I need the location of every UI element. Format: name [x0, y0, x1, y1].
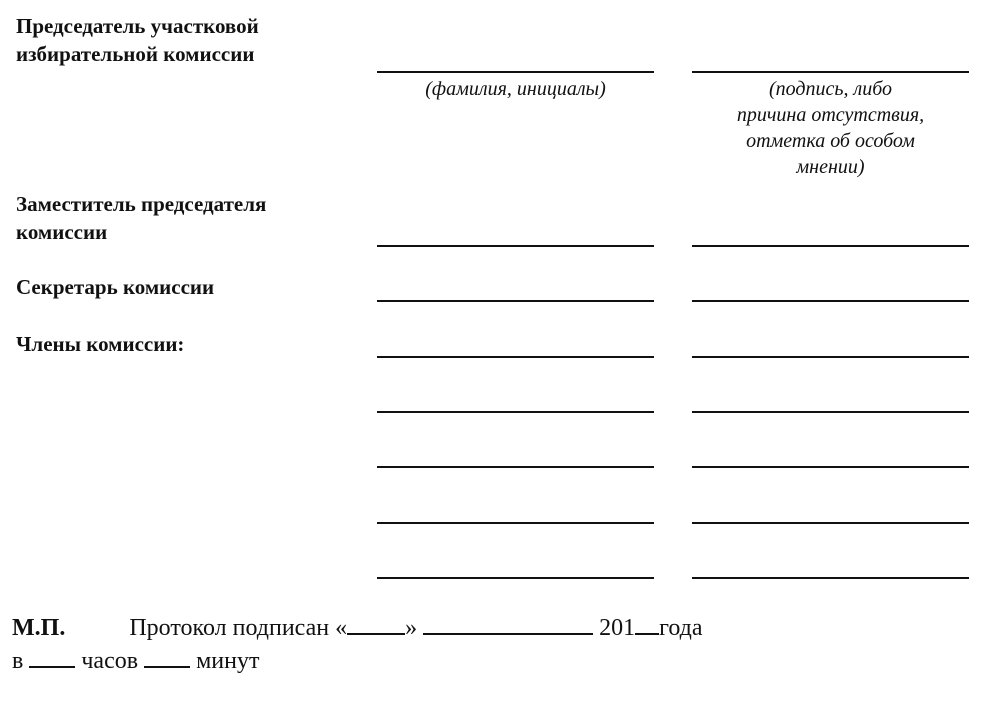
signature-caption-line3: отметка об особом — [746, 130, 915, 152]
year-blank[interactable] — [635, 613, 659, 635]
hours-label: часов — [81, 648, 139, 674]
member-name-line[interactable] — [377, 356, 654, 358]
month-blank[interactable] — [423, 613, 593, 635]
day-blank[interactable] — [347, 613, 405, 635]
signed-text: Протокол подписан — [129, 615, 330, 641]
name-caption: (фамилия, инициалы) — [425, 78, 606, 100]
member-name-line[interactable] — [377, 522, 654, 524]
member-signature-line[interactable] — [692, 522, 969, 524]
year-prefix: 201 — [599, 615, 636, 641]
footer-signed-row — [12, 613, 703, 643]
year-suffix: года — [659, 615, 703, 641]
signature-caption-line1: (подпись, либо — [768, 78, 892, 100]
members-label: Члены комиссии: — [16, 332, 185, 356]
member-name-line[interactable] — [377, 577, 654, 579]
chairman-label-line2: избирательной комиссии — [16, 42, 255, 66]
deputy-signature-line[interactable] — [692, 245, 969, 247]
signature-caption-line4: мнении) — [796, 156, 865, 178]
chairman-signature-line[interactable] — [692, 71, 969, 73]
chairman-label-line1: Председатель участковой — [16, 14, 259, 38]
hours-blank[interactable] — [29, 646, 75, 668]
minutes-blank[interactable] — [144, 646, 190, 668]
chairman-name-line[interactable] — [377, 71, 654, 73]
deputy-label — [16, 190, 266, 246]
signature-caption-line2: причина отсутствия, — [736, 104, 925, 126]
secretary-name-line[interactable] — [377, 300, 654, 302]
member-name-line[interactable] — [377, 466, 654, 468]
signature-caption — [692, 76, 969, 180]
footer-time-row — [12, 646, 259, 676]
chairman-label — [16, 12, 259, 68]
close-quote: » — [405, 615, 418, 641]
deputy-label-line1: Заместитель председателя — [16, 192, 267, 216]
deputy-label-line2: комиссии — [16, 220, 108, 244]
deputy-name-line[interactable] — [377, 245, 654, 247]
secretary-label: Секретарь комиссии — [16, 275, 215, 299]
member-signature-line[interactable] — [692, 411, 969, 413]
member-signature-line[interactable] — [692, 356, 969, 358]
stamp-label: М.П. — [12, 615, 66, 641]
member-signature-line[interactable] — [692, 577, 969, 579]
member-name-line[interactable] — [377, 411, 654, 413]
minutes-label: минут — [196, 648, 260, 674]
secretary-signature-line[interactable] — [692, 300, 969, 302]
open-quote: « — [335, 615, 348, 641]
time-prefix: в — [12, 648, 24, 674]
member-signature-line[interactable] — [692, 466, 969, 468]
